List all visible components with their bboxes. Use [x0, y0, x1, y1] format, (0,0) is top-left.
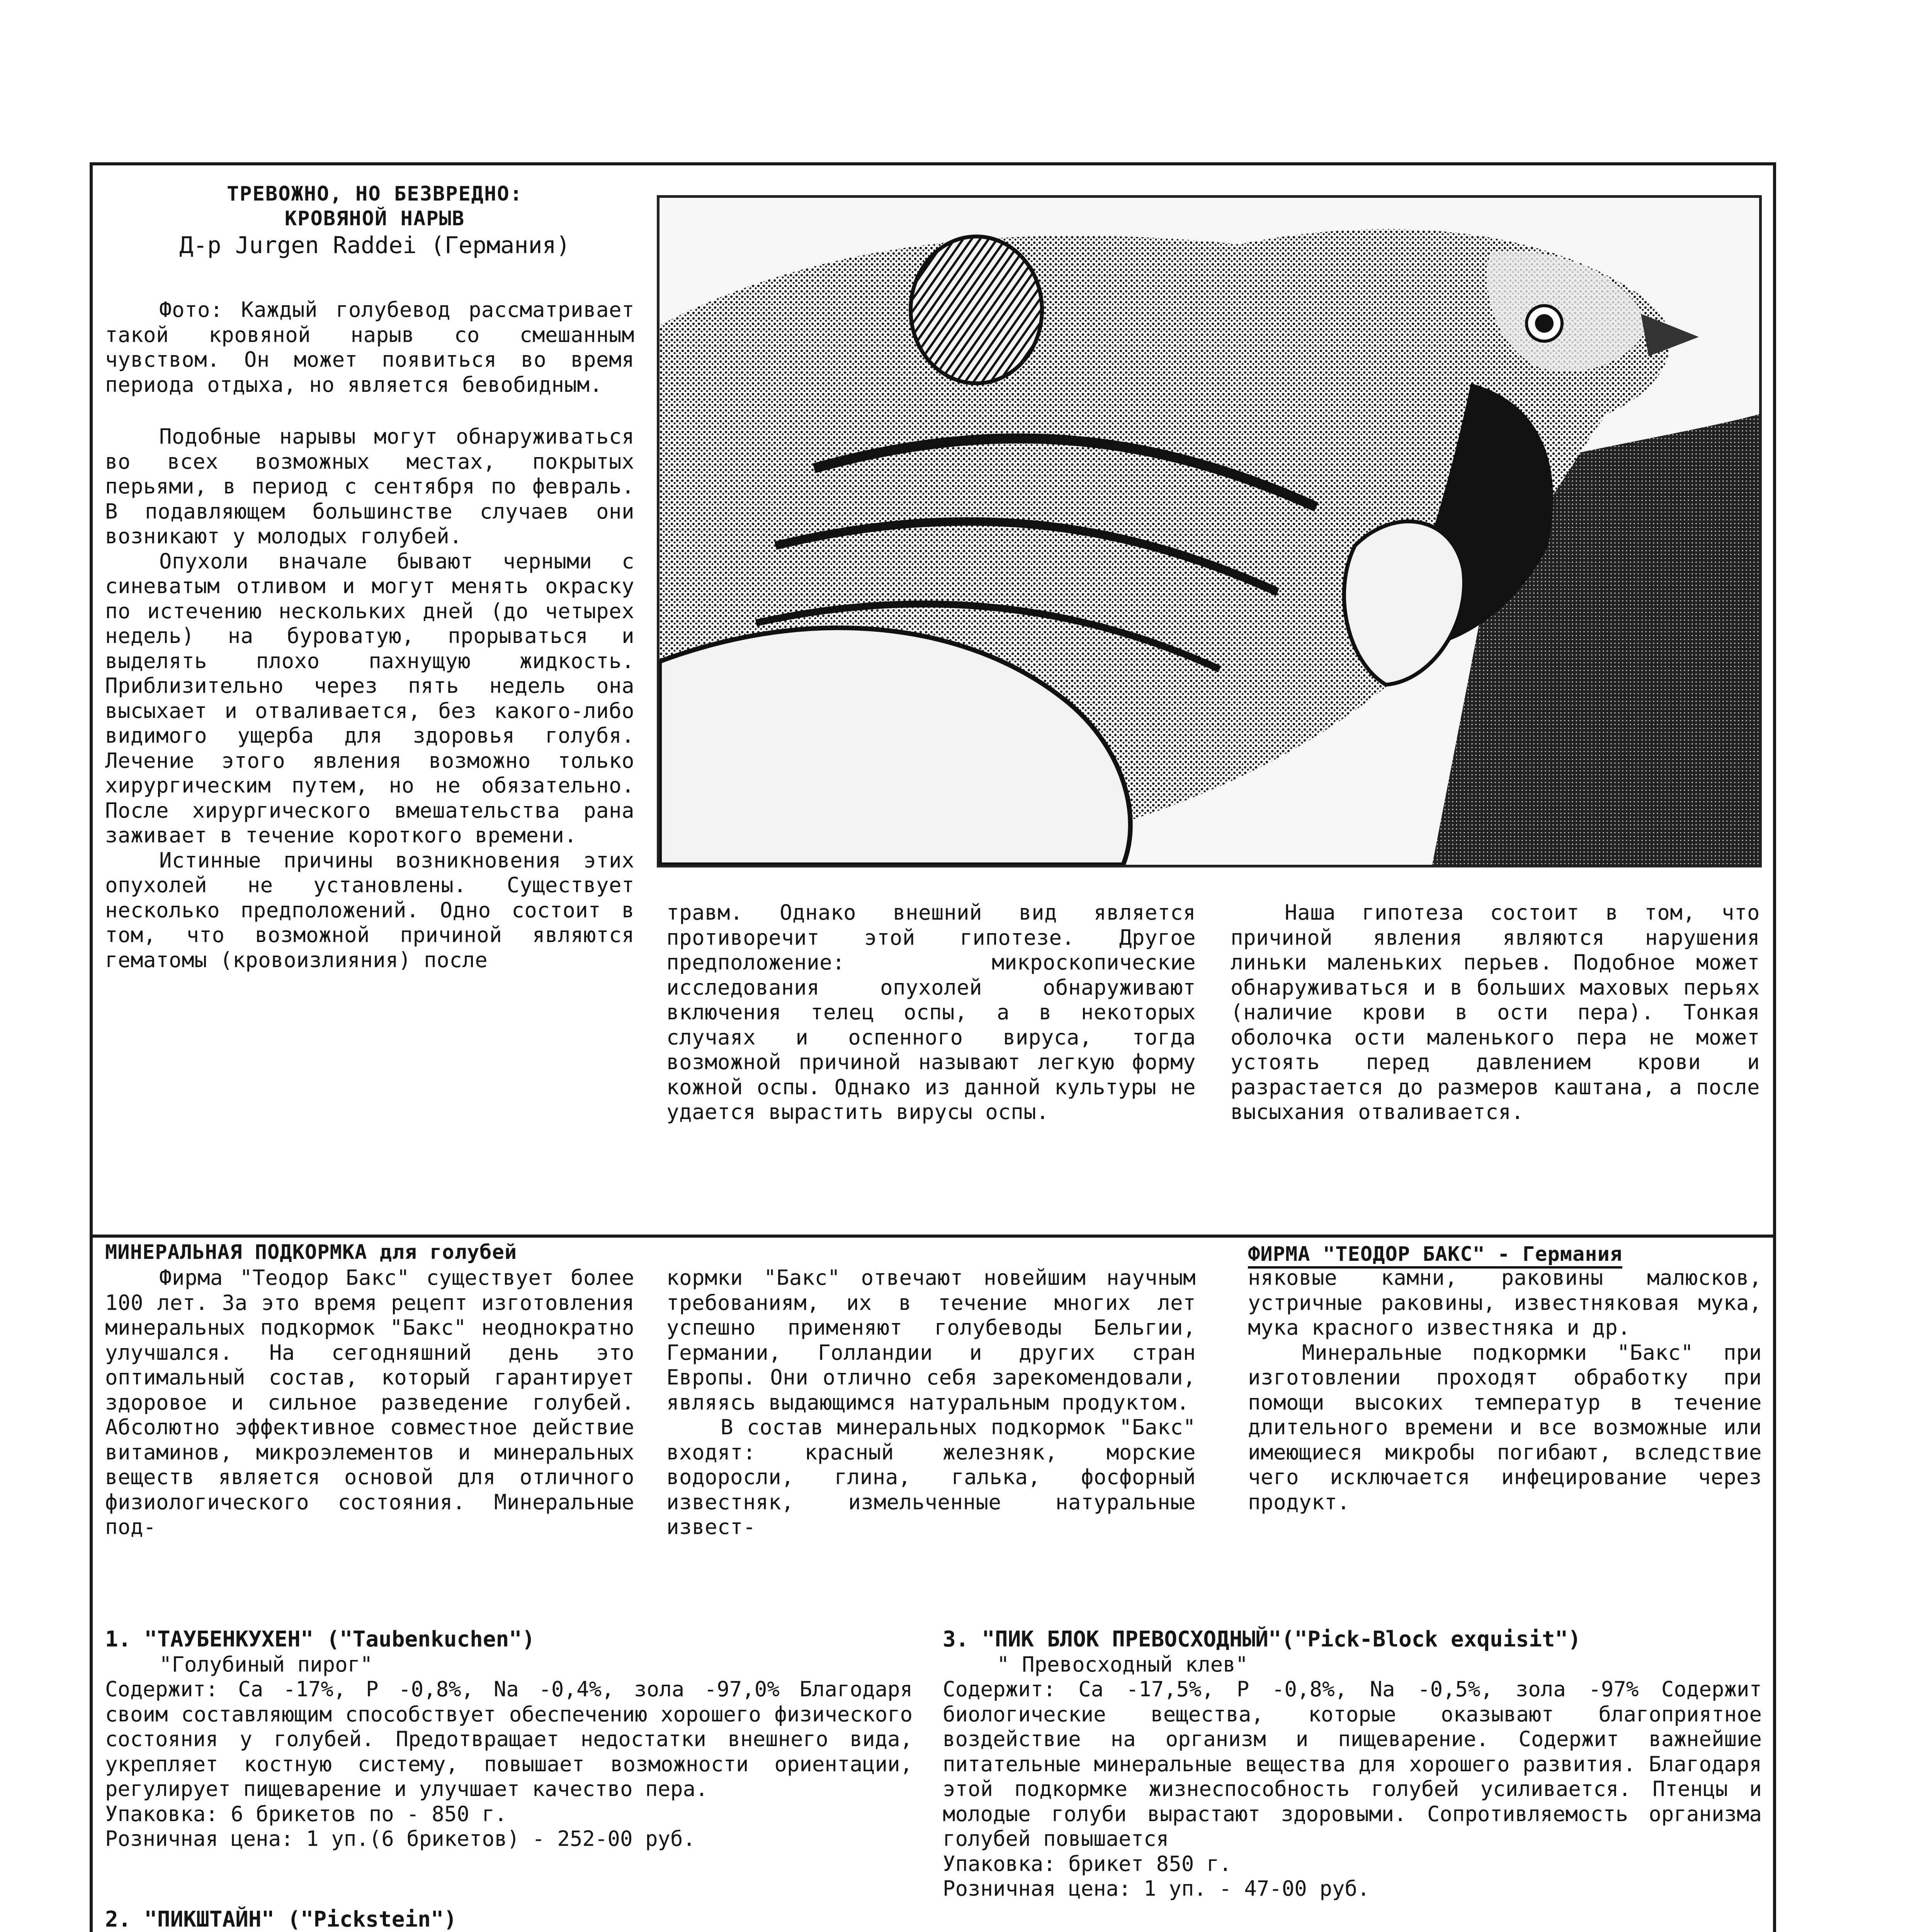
product-1-subtitle: "Голубиный пирог"	[159, 1652, 373, 1677]
product-2	[105, 1907, 913, 1932]
product-3-pack: Упаковка: брикет 850 г.	[943, 1851, 1232, 1876]
ad-intro-column-2	[666, 1265, 1196, 1540]
pigeon-photo	[657, 195, 1762, 867]
product-3-price: Розничная цена: 1 уп. - 47-00 руб.	[943, 1876, 1370, 1901]
ad-title-right	[1248, 1242, 1770, 1269]
product-3-title: 3. "ПИК БЛОК ПРЕВОСХОДНЫЙ"("Pick-Block exquisit")	[943, 1627, 1581, 1652]
article-paragraph-2: Опухоли вначале бывают черными с синеватым отливом и могут менять окраску по истечению нескольких дней (до четырех недель) на буроватую, прорываться и выделять плохо пахнущую жидкость. Приблизительно через пять недель она высыхает и отваливается, без какого-либо видимого ущерба для здоровья голубя. Лечение этого явления возможно только хирургическим путем, но не обязательно. После хирургического вмешательства рана заживает в течение короткого времени.	[105, 549, 634, 847]
photo-caption: Фото: Каждый голубевод рассматривает такой кровяной нарыв со смешанным чувством. Он может появиться во время периода отдыха, но является бевобидным.	[105, 298, 634, 397]
article-author: Д-р Jurgen Raddei (Германия)	[179, 232, 570, 259]
article-header	[116, 182, 634, 260]
section-divider	[90, 1235, 1776, 1238]
pigeon-photo-drawing	[660, 198, 1759, 865]
article-title-line2: КРОВЯНОЙ НАРЫВ	[284, 207, 465, 230]
product-1-title: 1. "ТАУБЕНКУХЕН" ("Taubenkuchen")	[105, 1627, 535, 1652]
article-column-2	[666, 900, 1196, 1125]
article-column-3-text: Наша гипотеза состоит в том, что причиной явления являются нарушения линьки маленьких перьев. Подобное может обнаруживаться и в больших маховых перьях (наличие крови в ости пера). Тонкая оболочка ости маленького пера не может устоять перед давлением крови и разрастается до размеров каштана, а после высыхания отваливается.	[1231, 900, 1760, 1124]
ad-intro-column-3	[1248, 1265, 1762, 1515]
product-3	[943, 1627, 1762, 1901]
ad-title-right-text: ФИРМА "ТЕОДОР БАКС" - Германия	[1248, 1242, 1622, 1269]
product-1-pack: Упаковка: 6 брикетов по - 850 г.	[105, 1801, 507, 1826]
article-column-3	[1231, 900, 1760, 1125]
product-2-title: 2. "ПИКШТАЙН" ("Pickstein")	[105, 1907, 457, 1932]
product-3-body: Содержит: Са -17,5%, Р -0,8%, Na -0,5%, зола -97% Содержит биологические вещества, которые оказывают благоприятное воздействие на организм и пищеварение. Содержит важнейшие питательные минеральные вещества для хорошего развития. Благодаря этой подкормке жизнеспособность голубей усиливается. Птенцы и молодые голуби вырастают здоровыми. Сопротивляемость организма голубей повышается	[943, 1677, 1762, 1851]
article-column-1	[105, 298, 634, 973]
product-1-price: Розничная цена: 1 уп.(6 брикетов) - 252-00 руб.	[105, 1827, 696, 1851]
product-3-subtitle: " Превосходный клев"	[997, 1652, 1248, 1677]
ad-intro-text-2a: кормки "Бакс" отвечают новейшим научным требованиям, их в течение многих лет успешно применяют голубеводы Бельгии, Германии, Голландии и других стран Европы. Они отлично себя зарекомендовали, являясь выдающимся натуральным продуктом.	[666, 1265, 1196, 1415]
article-paragraph-1: Подобные нарывы могут обнаруживаться во всех возможных местах, покрытых перьями, в период с сентября по февраль. В подавляющем большинстве случаев они возникают у молодых голубей.	[105, 424, 634, 548]
ad-intro-text-3b: Минеральные подкормки "Бакс" при изготовлении проходят обработку при помощи высоких температур в течение длительного времени и все возможные или имеющиеся микробы погибают, вследствие чего исключается инфецирование через продукт.	[1248, 1340, 1762, 1514]
ad-intro-column-1	[105, 1265, 634, 1540]
article-title-line1: ТРЕВОЖНО, НО БЕЗВРЕДНО:	[226, 182, 523, 206]
ad-intro-text-3a: няковые камни, раковины малюсков, устричные раковины, известняковая мука, мука красного известняка и др.	[1248, 1265, 1762, 1340]
product-1	[105, 1627, 913, 1852]
article-column-2-text: травм. Однако внешний вид является противоречит этой гипотезе. Другое предположение: микроскопические исследования опухолей обнаруживают включения телец оспы, а в некоторых случаях и оспенного вируса, тогда возможной причиной называют легкую форму кожной оспы. Однако из данной культуры не удается вырастить вирусы оспы.	[666, 900, 1196, 1124]
article-paragraph-3: Истинные причины возникновения этих опухолей не установлены. Существует несколько предположений. Одно состоит в том, что возможной причиной являются гематомы (кровоизлияния) после	[105, 848, 634, 972]
ad-intro-text-2b: В состав минеральных подкормок "Бакс" входят: красный железняк, морские водоросли, глина, галька, фосфорный известняк, измельченные натуральные извест-	[666, 1415, 1196, 1539]
ad-title-left	[105, 1240, 685, 1264]
product-1-body: Содержит: Са -17%, Р -0,8%, Na -0,4%, зола -97,0% Благодаря своим составляющим способствует обеспечению хорошего физического состояния у голубей. Предотвращает недостатки внешнего вида, укрепляет костную систему, повышает возможности ориентации, регулирует пищеварение и улучшает качество пера.	[105, 1677, 913, 1801]
ad-intro-text-1: Фирма "Теодор Бакс" существует более 100 лет. За это время рецепт изготовления минеральных подкормок "Бакс" неоднократно улучшался. На сегодняшний день это оптимальный состав, который гарантирует здоровое и сильное разведение голубей. Абсолютно эффективное совместное действие витаминов, микроэлементов и минеральных веществ является основой для отличного физиологического состояния. Минеральные под-	[105, 1265, 634, 1539]
ad-title-left-text: МИНЕРАЛЬНАЯ ПОДКОРМКА для голубей	[105, 1241, 517, 1264]
